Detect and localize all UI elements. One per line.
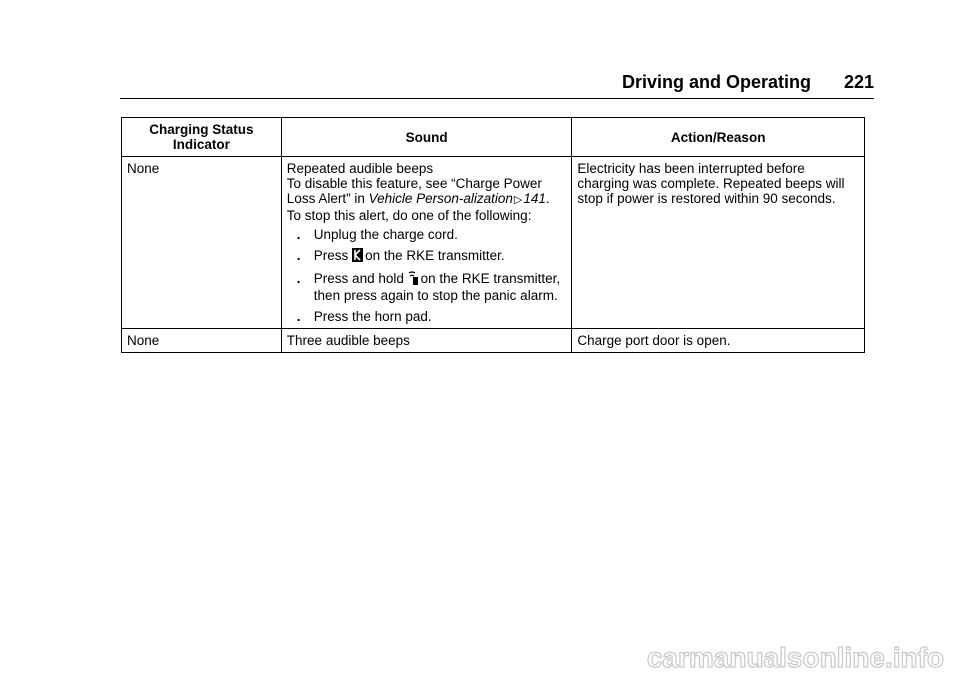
section-title: Driving and Operating [621, 72, 811, 92]
list-item-text-pre: Press and hold [313, 271, 408, 286]
list-item [287, 227, 568, 242]
list-item [287, 271, 568, 303]
column-header-indicator-line2: Indicator [172, 137, 230, 152]
disable-instruction-text: To disable this feature, see “Charge Power Loss Alert” in [286, 176, 542, 206]
lock-icon [352, 248, 363, 265]
list-item-text-post: on the RKE transmitter, then press again to stop the panic alarm. [313, 271, 561, 303]
page-header [120, 70, 874, 99]
watermark-logo [572, 642, 952, 674]
list-item-text-pre: Press [313, 248, 353, 263]
sound-cell: Three audible beeps [281, 329, 572, 353]
action-cell: Charge port door is open. [572, 329, 865, 353]
sound-cell [281, 157, 572, 329]
bullet-icon: . [296, 248, 301, 263]
page-reference-icon: ▷ [513, 194, 523, 206]
list-item [287, 309, 568, 324]
list-item [287, 248, 568, 265]
list-item-text: Press the horn pad. [313, 309, 432, 324]
stop-alert-instruction: To stop this alert, do one of the following: [286, 208, 532, 223]
column-header-indicator-line1: Charging Status [149, 122, 254, 137]
stop-alert-options-list [287, 227, 568, 324]
reference-page-number: 141 [523, 191, 546, 206]
sound-line: Repeated audible beeps [286, 161, 434, 176]
table-row [122, 329, 865, 353]
remote-start-icon [408, 271, 419, 288]
column-header-action: Action/Reason [572, 118, 865, 157]
table-header-row [122, 118, 865, 157]
vehicle-personalization-link[interactable]: Vehicle Person-alization [368, 191, 513, 206]
table-row [122, 157, 865, 329]
list-item-text: Unplug the charge cord. [313, 227, 458, 242]
bullet-icon: . [296, 227, 301, 242]
list-item-text-post: on the RKE transmitter. [365, 248, 505, 263]
bullet-icon: . [296, 271, 301, 286]
indicator-cell: None [122, 329, 282, 353]
indicator-cell: None [122, 157, 282, 329]
column-header-sound: Sound [281, 118, 572, 157]
svg-text:carmanualsonline.info: carmanualsonline.info [646, 642, 944, 673]
disable-instruction: To disable this feature, see “Charge Power Loss Alert” in Vehicle Person-alization▷141. [286, 176, 550, 206]
charging-status-table [121, 117, 865, 353]
page-number: 221 [843, 72, 874, 92]
column-header-indicator [122, 118, 282, 157]
action-cell: Electricity has been interrupted before charging was complete. Repeated beeps will stop if power is restored within 90 seconds. [572, 157, 865, 329]
bullet-icon: . [296, 309, 301, 324]
